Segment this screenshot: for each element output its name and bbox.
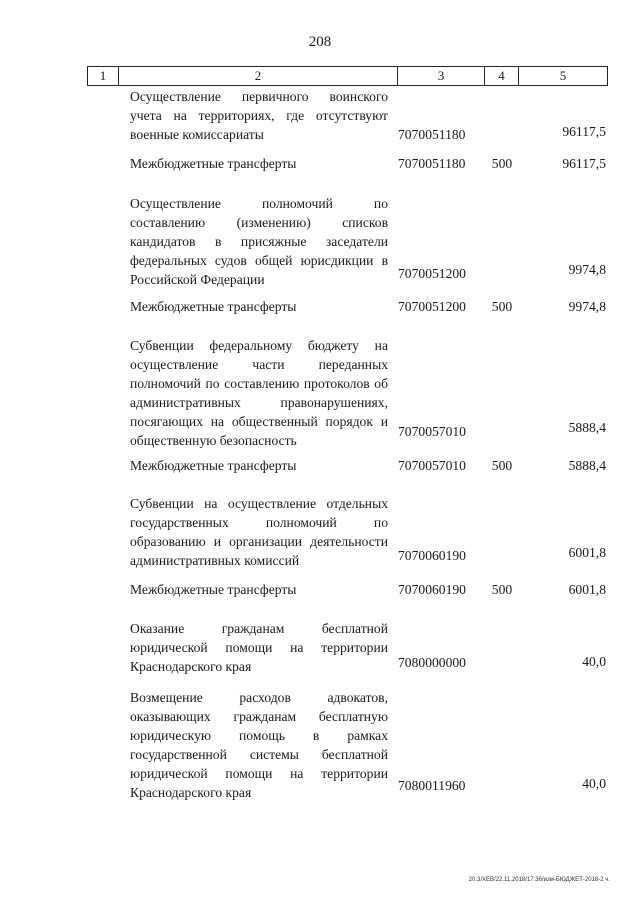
table-header bbox=[87, 66, 608, 86]
row-amount: 9974,8 bbox=[568, 299, 606, 314]
row-vr: 500 bbox=[491, 458, 513, 473]
row-vr: 500 bbox=[491, 582, 513, 597]
row-code: 7070051180 bbox=[398, 127, 466, 142]
row-code: 7070060190 bbox=[398, 548, 466, 563]
row-amount: 9974,8 bbox=[568, 262, 606, 277]
header-col-3: 3 bbox=[398, 67, 485, 85]
header-col-4: 4 bbox=[485, 67, 519, 85]
row-vr: 500 bbox=[491, 156, 513, 171]
row-name: Межбюджетные трансферты bbox=[130, 582, 297, 597]
row-code: 7080011960 bbox=[398, 778, 466, 793]
document-footer-stamp: 20.3/ХЕВ/22.11.2018/17:36/изм-БЮДЖЕТ-2018-2 ч. bbox=[468, 877, 610, 883]
row-name: Оказание гражданам бесплатной юридической помощи на территории Краснодарского края bbox=[130, 621, 388, 674]
row-name: Субвенции федеральному бюджету на осуществление части переданных полномочий по составлению протоколов об административных правонарушениях, посягающих на общественный порядок и общественную безопасность bbox=[130, 338, 388, 448]
row-name: Межбюджетные трансферты bbox=[130, 458, 297, 473]
row-name: Межбюджетные трансферты bbox=[130, 156, 297, 171]
row-name: Осуществление первичного воинского учета на территориях, где отсутствуют военные комиссариаты bbox=[130, 89, 388, 142]
row-name: Субвенции на осуществление отдельных государственных полномочий по образованию и организации деятельности административных комиссий bbox=[130, 496, 388, 568]
row-code: 7070051200 bbox=[398, 266, 466, 281]
row-amount: 40,0 bbox=[582, 776, 606, 791]
row-name: Осуществление полномочий по составлению (изменению) списков кандидатов в присяжные заседатели федеральных судов общей юрисдикции в Российской Федерации bbox=[130, 196, 388, 287]
row-code: 7070051200 bbox=[398, 299, 466, 314]
row-code: 7070051180 bbox=[398, 156, 466, 171]
row-code: 7070060190 bbox=[398, 582, 466, 597]
row-code: 7080000000 bbox=[398, 655, 466, 670]
row-code: 7070057010 bbox=[398, 458, 466, 473]
row-code: 7070057010 bbox=[398, 424, 466, 439]
row-amount: 40,0 bbox=[582, 654, 606, 669]
row-amount: 6001,8 bbox=[568, 582, 606, 597]
row-amount: 6001,8 bbox=[568, 545, 606, 560]
row-amount: 5888,4 bbox=[568, 458, 606, 473]
header-col-2: 2 bbox=[119, 67, 398, 85]
row-amount: 96117,5 bbox=[562, 156, 606, 171]
row-name: Возмещение расходов адвокатов, оказывающих гражданам бесплатную юридическую помощь в рамках государственной системы бесплатной юридической помощи на территории Краснодарского края bbox=[130, 690, 388, 800]
header-col-1: 1 bbox=[88, 67, 119, 85]
page-number: 208 bbox=[308, 34, 332, 50]
row-vr: 500 bbox=[491, 299, 513, 314]
row-amount: 5888,4 bbox=[568, 420, 606, 435]
row-amount: 96117,5 bbox=[562, 124, 606, 139]
header-col-5: 5 bbox=[559, 68, 567, 83]
row-name: Межбюджетные трансферты bbox=[130, 299, 297, 314]
